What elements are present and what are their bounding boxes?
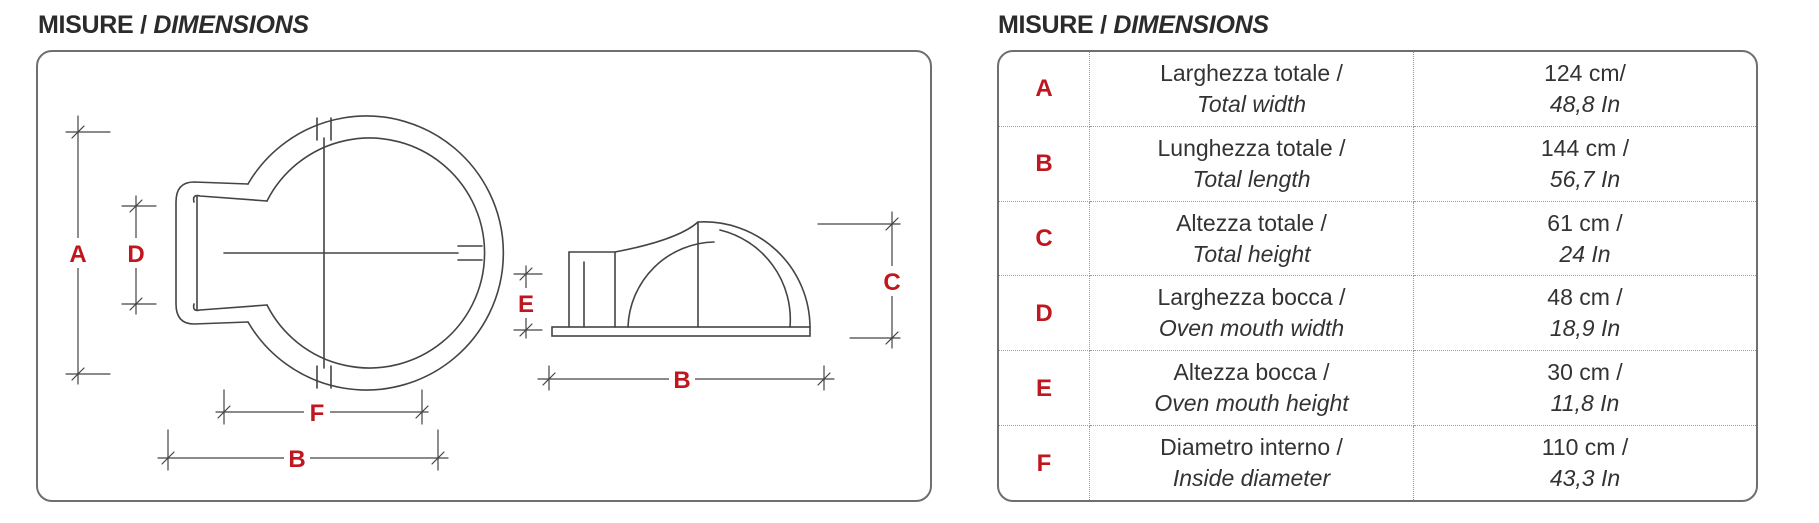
dimensions-table-panel [997, 50, 1758, 502]
label-d: D [127, 241, 145, 268]
label-b-top: B [288, 446, 306, 473]
row-key: C [999, 201, 1090, 276]
table-row [999, 201, 1756, 276]
title-plain: MISURE / [998, 11, 1114, 39]
dimensions-table [999, 52, 1756, 500]
value-in: 18,9 In [1549, 315, 1621, 342]
oven-dimension-drawing [38, 52, 934, 504]
value-in: 11,8 In [1550, 390, 1620, 417]
row-key: E [999, 351, 1090, 426]
label-english: Total length [1192, 165, 1311, 192]
value-cm: 61 cm / [1547, 209, 1623, 236]
value-cm: 30 cm / [1547, 359, 1623, 386]
title-italic: DIMENSIONS [1113, 11, 1269, 39]
oven-top-view [176, 116, 503, 390]
dimension-drawing-panel [36, 50, 932, 502]
label-a: A [69, 241, 87, 268]
value-in: 24 In [1559, 240, 1611, 267]
row-description [1090, 201, 1414, 276]
section-title-drawing [38, 11, 309, 40]
value-cm: 110 cm / [1541, 434, 1629, 461]
label-c: C [883, 269, 901, 296]
table-row [999, 126, 1756, 201]
label-english: Total height [1192, 240, 1311, 267]
label-english: Inside diameter [1172, 465, 1331, 492]
row-value [1414, 201, 1757, 276]
label-english: Oven mouth height [1154, 390, 1349, 417]
label-italian: Lunghezza totale / [1157, 134, 1346, 161]
value-cm: 144 cm / [1540, 134, 1630, 161]
label-italian: Diametro interno / [1160, 434, 1343, 461]
row-key: A [999, 52, 1090, 126]
section-title-table [998, 11, 1269, 40]
row-value [1414, 351, 1757, 426]
row-description [1090, 426, 1414, 500]
title-italic: DIMENSIONS [153, 11, 309, 39]
value-cm: 48 cm / [1547, 284, 1623, 311]
label-italian: Larghezza bocca / [1157, 284, 1346, 311]
oven-side-view [552, 222, 810, 336]
label-e: E [517, 291, 535, 318]
value-in: 48,8 In [1549, 90, 1621, 117]
row-value [1414, 126, 1757, 201]
label-english: Total width [1196, 90, 1307, 117]
table-row [999, 52, 1756, 126]
label-italian: Altezza totale / [1176, 209, 1327, 236]
value-cm: 124 cm/ [1544, 59, 1626, 86]
label-f: F [309, 400, 325, 427]
row-key: F [999, 426, 1090, 500]
row-value [1414, 426, 1757, 500]
table-row [999, 276, 1756, 351]
label-english: Oven mouth width [1158, 315, 1345, 342]
value-in: 43,3 In [1549, 465, 1621, 492]
value-in: 56,7 In [1549, 165, 1621, 192]
label-italian: Altezza bocca / [1173, 359, 1330, 386]
label-italian: Larghezza totale / [1160, 59, 1343, 86]
row-description [1090, 276, 1414, 351]
row-value [1414, 52, 1757, 126]
row-value [1414, 276, 1757, 351]
row-description [1090, 52, 1414, 126]
table-row [999, 351, 1756, 426]
row-description [1090, 351, 1414, 426]
table-row [999, 426, 1756, 500]
title-plain: MISURE / [38, 11, 154, 39]
row-description [1090, 126, 1414, 201]
row-key: B [999, 126, 1090, 201]
label-b-side: B [673, 367, 691, 394]
row-key: D [999, 276, 1090, 351]
